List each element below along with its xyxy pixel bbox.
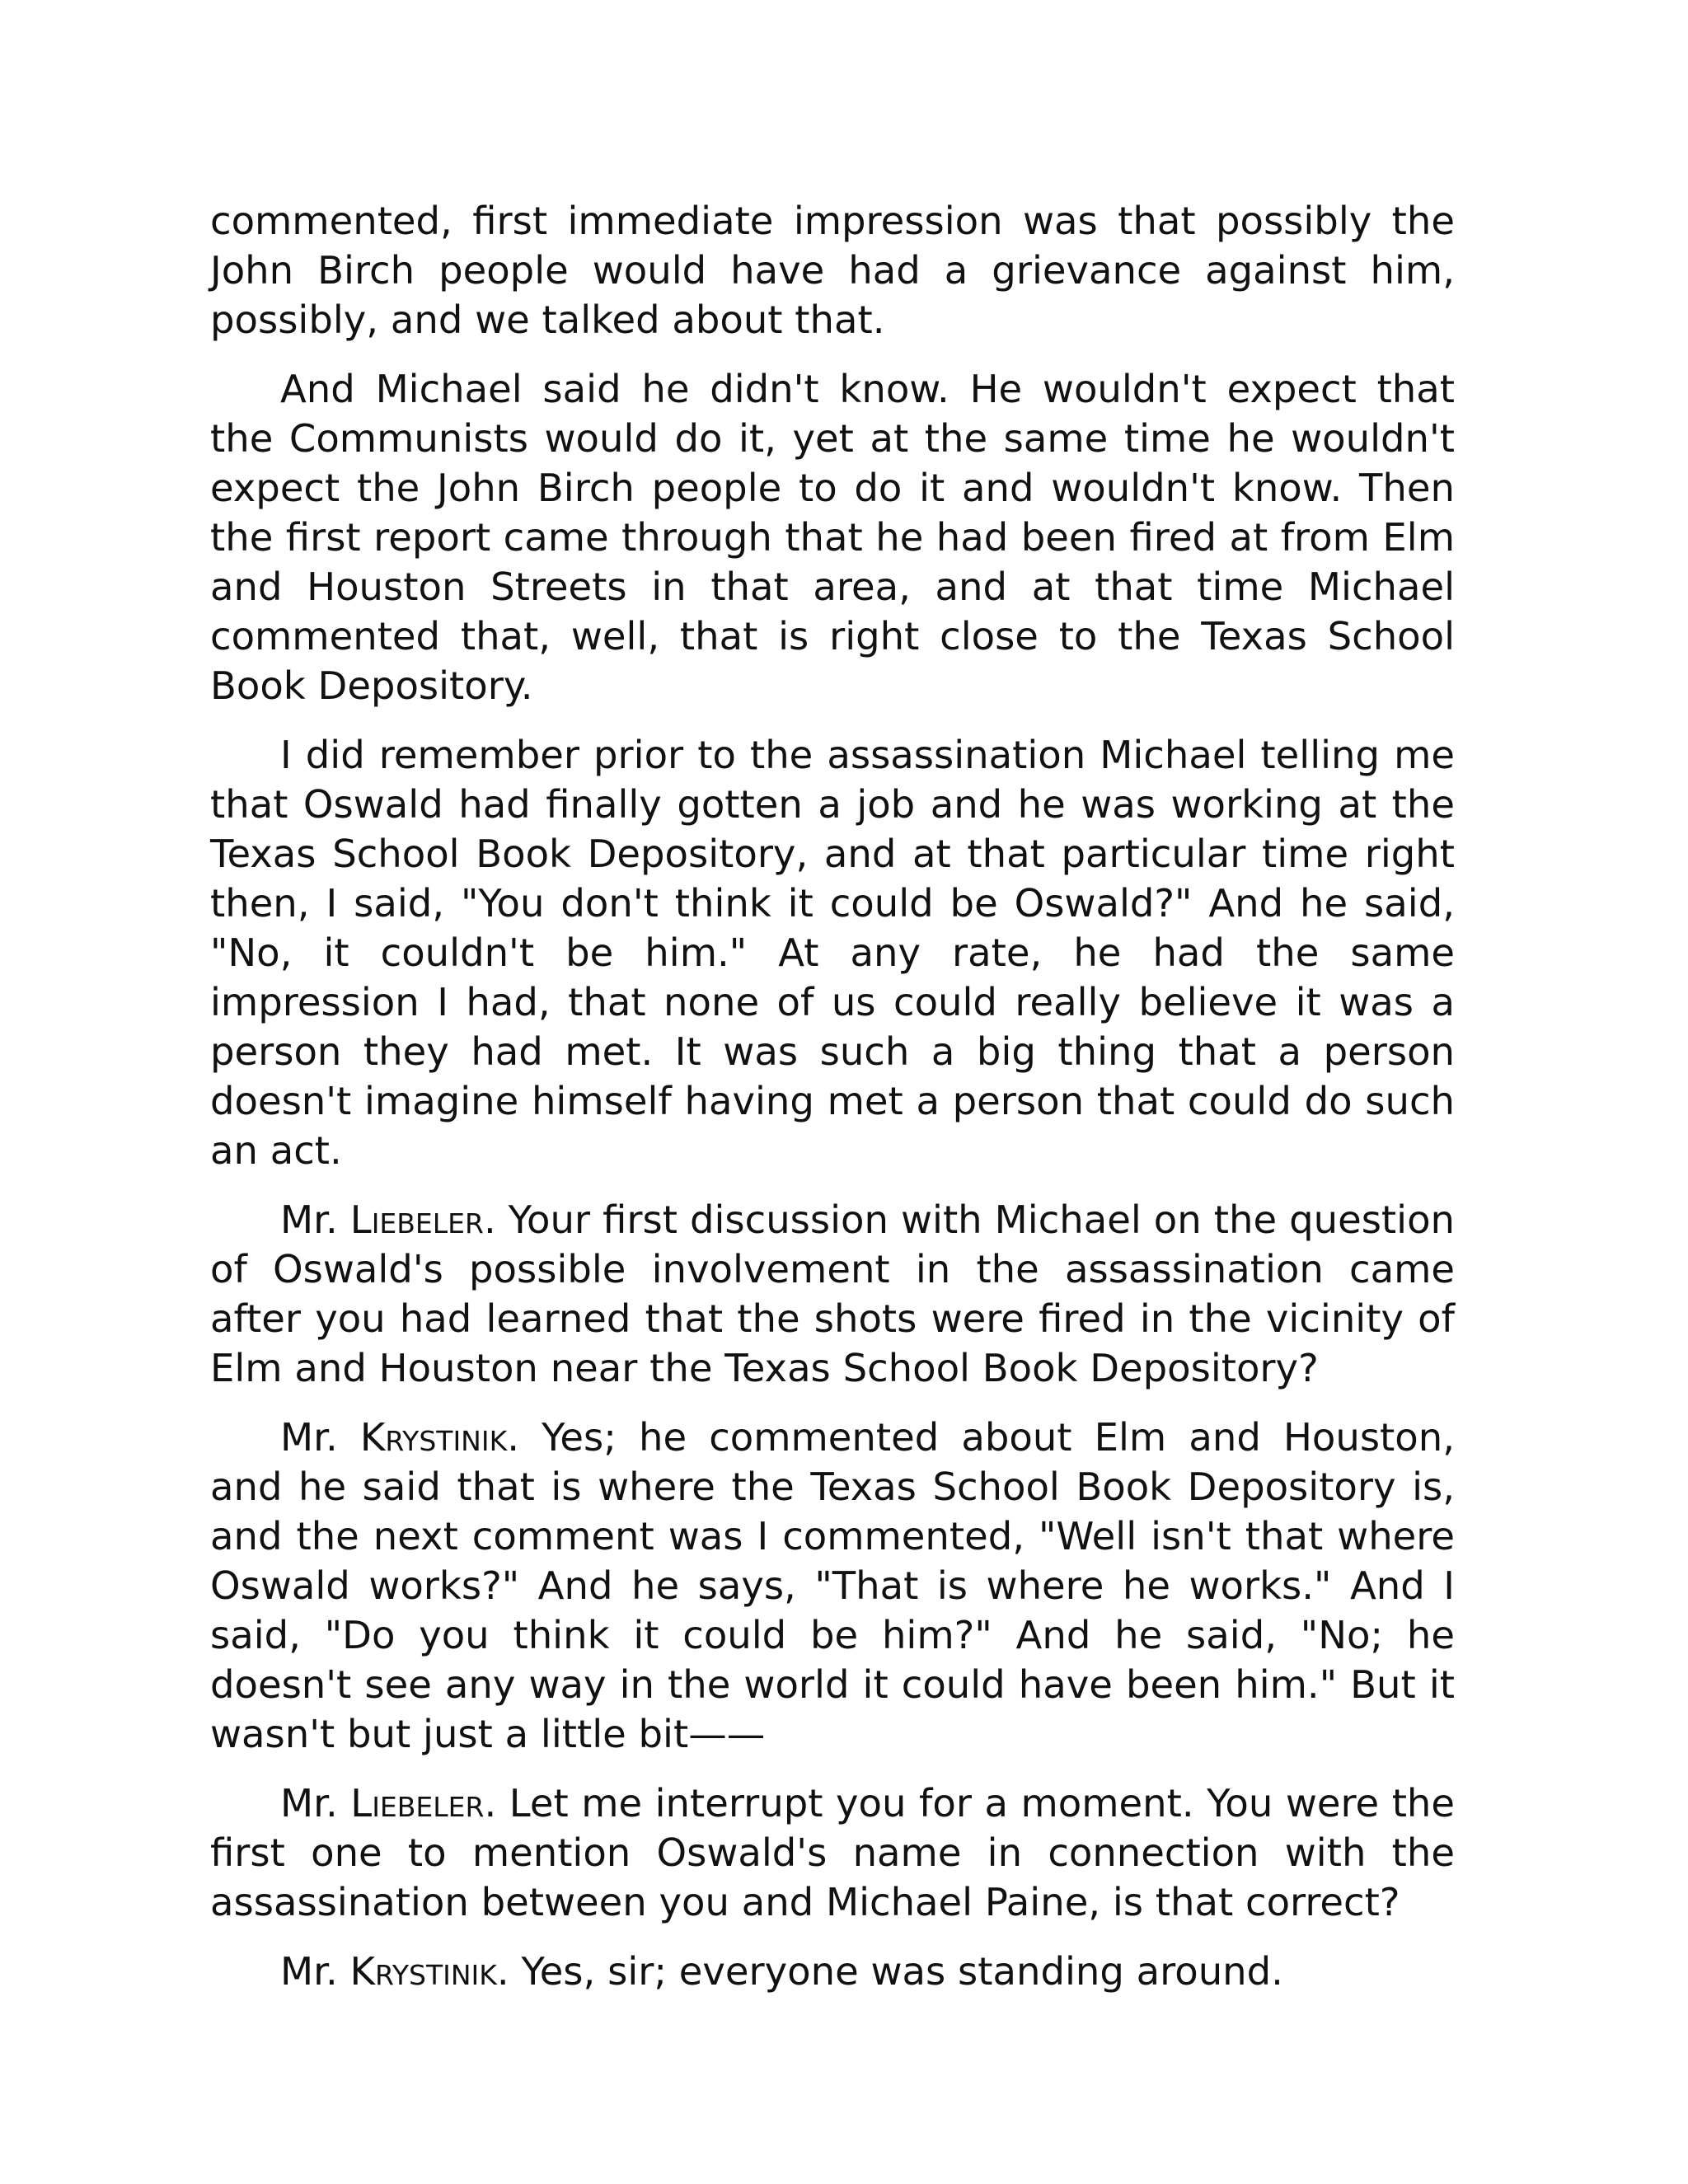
speaker-name: Liebeler — [350, 1781, 485, 1825]
paragraph-text: And Michael said he didn't know. He wouldn't expect that the Communists would do it, yet at the same time he wouldn't expect the John Birch people to do it and wouldn't know. Then the first report came through that he had been fired at from Elm and Houston Streets in that area, and at that time Michael commented that, well, that is right close to the Texas School Book Depository. — [210, 367, 1455, 708]
paragraph-text: . Yes; he commented about Elm and Houston, and he said that is where the Texas School Book Depository is, and the next comment was I commented, "Well isn't that where Oswald works?" And he says, "That is where he works." And I said, "Do you think it could be him?" And he said, "No; he doesn't see any way in the world it could have been him." But it wasn't but just a little bit—— — [210, 1415, 1455, 1756]
transcript-paragraph — [210, 364, 1455, 710]
paragraph-text: . Yes, sir; everyone was standing around. — [496, 1949, 1283, 1994]
speaker-name: Liebeler — [349, 1197, 484, 1242]
testimony-paragraph — [210, 1947, 1455, 1996]
speaker-prefix: Mr. — [280, 1949, 350, 1994]
testimony-paragraph — [210, 1779, 1455, 1927]
speaker-name: Krystinik — [359, 1415, 508, 1460]
paragraph-text: commented, first immediate impression was that possibly the John Birch people would have had a grievance against him, possibly, and we talked about that. — [210, 199, 1455, 342]
paragraph-text: . Your first discussion with Michael on the question of Oswald's possible involvement in the assassination came after you had learned that the shots were fired in the vicinity of Elm and Houston near the Texas School Book Depository? — [210, 1197, 1455, 1390]
speaker-prefix: Mr. — [280, 1197, 350, 1242]
transcript-page — [210, 196, 1455, 2016]
transcript-paragraph — [210, 730, 1455, 1175]
paragraph-text: . Let me interrupt you for a moment. You were the first one to mention Oswald's name in connection with the assassination between you and Michael Paine, is that correct? — [210, 1781, 1456, 1924]
speaker-name: Krystinik — [349, 1949, 497, 1994]
testimony-paragraph — [210, 1195, 1455, 1393]
transcript-paragraph — [210, 196, 1455, 344]
testimony-paragraph — [210, 1413, 1455, 1759]
speaker-prefix: Mr. — [280, 1781, 351, 1825]
speaker-prefix: Mr. — [280, 1415, 360, 1460]
paragraph-text: I did remember prior to the assassination Michael telling me that Oswald had finally gotten a job and he was working at the Texas School Book Depository, and at that particular time right then, I said, "You don't think it could be Oswald?" And he said, "No, it couldn't be him." At any rate, he had the same impression I had, that none of us could really believe it was a person they had met. It was such a big thing that a person doesn't imagine himself having met a person that could do such an act. — [210, 733, 1455, 1173]
